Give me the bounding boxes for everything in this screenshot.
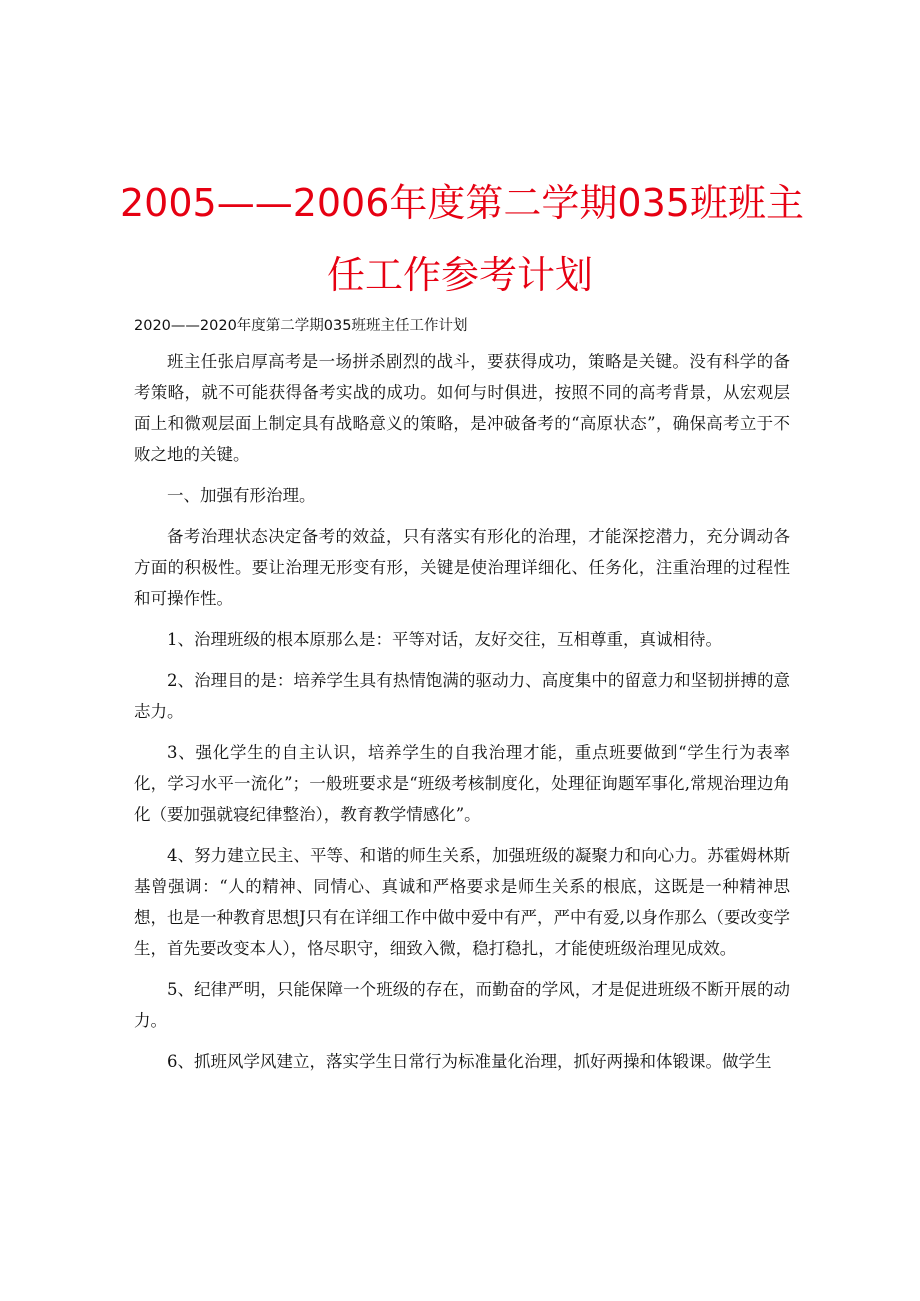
- document-subtitle: 2020——2020年度第二学期035班班主任工作计划: [134, 318, 468, 334]
- section-heading-1: 一、加强有形治理。: [167, 486, 316, 505]
- document-title-line-2: 任工作参考计划: [326, 253, 593, 297]
- list-item-3: 3、强化学生的自主认识，培养学生的自我治理才能，重点班要做到“学生行为表率化，学习水平一流化”；一般班要求是“班级考核制度化，处理征询题军事化,常规治理边角化（要加强就寝纪律整治），教育教学情感化”。: [134, 743, 790, 824]
- list-item-4: 4、努力建立民主、平等、和谐的师生关系，加强班级的凝聚力和向心力。苏霍姆林斯基曾强调：“人的精神、同情心、真诚和严格要求是师生关系的根底，这既是一种精神思想，也是一种教育思想J只有在详细工作中做中爱中有严，严中有爱,以身作那么（要改变学生，首先要改变本人），恪尽职守，细致入微，稳打稳扎，才能使班级治理见成效。: [134, 846, 790, 958]
- paragraph-section-1-intro: 备考治理状态决定备考的效益，只有落实有形化的治理，才能深挖潜力，充分调动各方面的积极性。要让治理无形变有形，关键是使治理详细化、任务化，注重治理的过程性和可操作性。: [134, 527, 790, 608]
- list-item-2: 2、治理目的是：培养学生具有热情饱满的驱动力、高度集中的留意力和坚韧拼搏的意志力。: [134, 671, 790, 721]
- document-title-line-1: 2005——2006年度第二学期035班班主: [120, 181, 804, 225]
- list-item-1: 1、治理班级的根本原那么是：平等对话，友好交往，互相尊重，真诚相待。: [167, 630, 722, 649]
- list-item-5: 5、纪律严明，只能保障一个班级的存在，而勤奋的学风，才是促进班级不断开展的动力。: [134, 980, 790, 1030]
- list-item-6: 6、抓班风学风建立，落实学生日常行为标准量化治理，抓好两操和体锻课。做学生: [167, 1052, 772, 1071]
- document-body: [134, 346, 790, 1087]
- paragraph-intro: 班主任张启厚高考是一场拼杀剧烈的战斗，要获得成功，策略是关键。没有科学的备考策略，就不可能获得备考实战的成功。如何与时俱进，按照不同的高考背景，从宏观层面上和微观层面上制定具有战略意义的策略，是冲破备考的“高原状态”，确保高考立于不败之地的关键。: [134, 352, 790, 464]
